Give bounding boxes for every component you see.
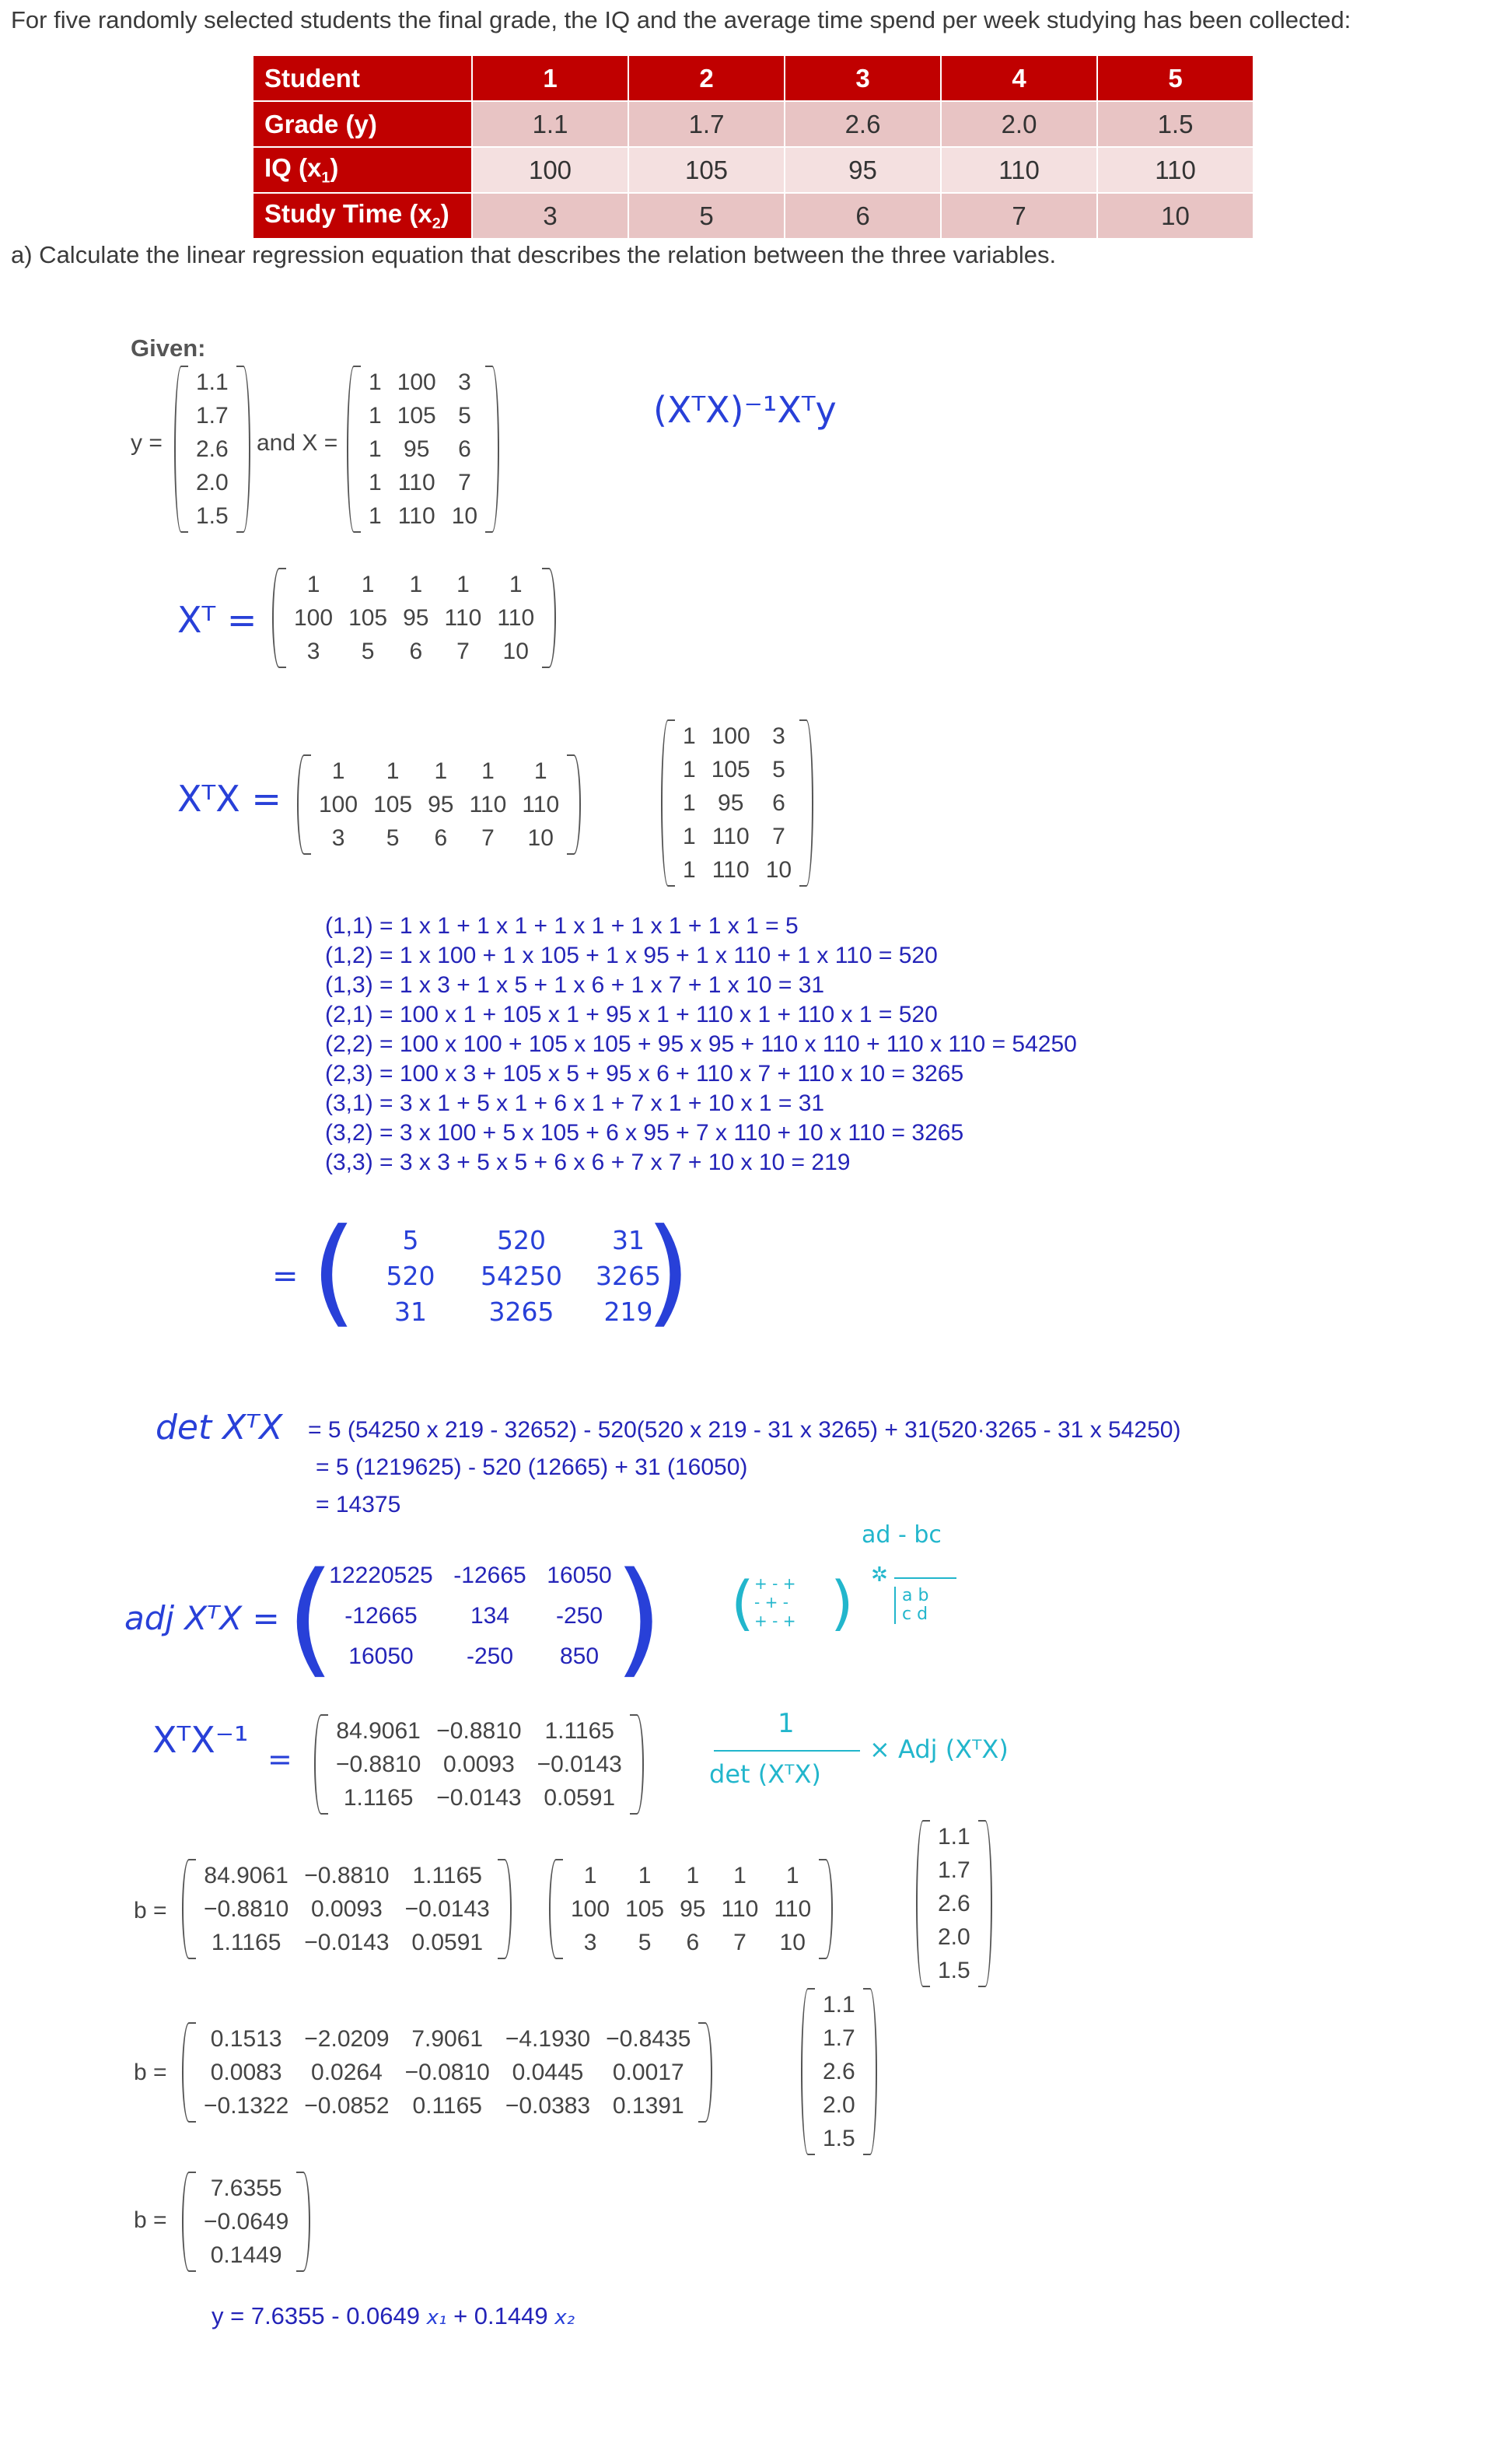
product-line: (2,3) = 100 x 3 + 105 x 5 + 95 x 6 + 110 x 7 + 110 x 10 = 3265 <box>325 1061 964 1087</box>
grade-cell: 2.0 <box>941 101 1097 147</box>
det-line-2: = 5 (1219625) - 520 (12665) + 31 (16050) <box>316 1454 748 1480</box>
matrix-cell: 2.6 <box>196 436 229 462</box>
b-y-vector-2 <box>801 1988 877 2155</box>
matrix-cell: 6 <box>409 639 423 664</box>
y-vector <box>174 366 250 533</box>
iq-cell: 100 <box>472 147 628 193</box>
inverse-matrix <box>314 1714 644 1815</box>
xtx-hand-cells <box>364 1225 671 1328</box>
student-5: 5 <box>1097 55 1253 101</box>
matrix-cell: 1 <box>434 758 448 784</box>
study-label-sub: 2 <box>432 215 441 233</box>
inv-formula-adj: × Adj (XᵀX) <box>869 1734 1009 1764</box>
matrix-cell: 105 <box>397 403 436 429</box>
matrix-cell: 0.0093 <box>443 1752 515 1777</box>
sign-row: + - + <box>754 1574 796 1593</box>
matrix-cell: −0.0143 <box>404 1896 490 1922</box>
matrix-cell: 134 <box>470 1603 510 1629</box>
det-line-1: = 5 (54250 x 219 - 32652) - 520(520 x 219 - 31 x 3265) + 31(520·3265 - 31 x 54250) <box>308 1417 1181 1443</box>
matrix-cell: 3 <box>331 825 345 851</box>
xt-matrix-2 <box>297 754 581 855</box>
product-line: (1,1) = 1 x 1 + 1 x 1 + 1 x 1 + 1 x 1 + 1 x 1 = 5 <box>325 913 799 939</box>
study-cell: 7 <box>941 193 1097 239</box>
iq-label-sub: 1 <box>321 169 330 187</box>
matrix-cell: 84.9061 <box>336 1718 421 1744</box>
matrix-cell: −0.0852 <box>304 2093 390 2119</box>
sign-matrix <box>754 1574 795 1630</box>
question-a: a) Calculate the linear regression equation that describes the relation between the three variables. <box>11 241 1057 268</box>
matrix-cell: 1 <box>386 758 400 784</box>
right-paren <box>567 754 581 855</box>
adj-label: adj XᵀX = <box>124 1599 280 1637</box>
matrix-cell: 110 <box>444 605 482 631</box>
matrix-cell: 105 <box>348 605 388 631</box>
matrix-cell: 110 <box>712 857 750 883</box>
sign-row: + - + <box>754 1612 796 1630</box>
xt-matrix-2-cells <box>311 754 567 855</box>
matrix-cell: 0.0591 <box>411 1930 484 1955</box>
right-paren <box>542 568 556 668</box>
matrix-cell: 6 <box>686 1930 700 1955</box>
matrix-cell: −0.8810 <box>304 1863 390 1888</box>
matrix-cell: 100 <box>319 792 358 817</box>
right-paren <box>236 366 250 533</box>
row-header-student: Student <box>253 55 472 101</box>
left-paren <box>182 2172 196 2272</box>
matrix-cell: 100 <box>711 723 750 749</box>
matrix-cell: 1 <box>686 1863 700 1888</box>
matrix-cell: 31 <box>394 1297 427 1327</box>
b-y-cells <box>930 1820 978 1987</box>
abcd-row-2: c d <box>902 1605 928 1624</box>
equals-sign: = <box>267 1742 292 1776</box>
inv-label: XᵀX⁻¹ <box>152 1719 249 1761</box>
matrix-cell: −0.0143 <box>304 1930 390 1955</box>
y-vector-cells <box>188 366 236 533</box>
matrix-cell: 3 <box>583 1930 597 1955</box>
formula-handwritten: (XᵀX)⁻¹Xᵀy <box>653 389 837 431</box>
b-y-vector <box>916 1820 992 1987</box>
b-xt-cells <box>563 1859 819 1959</box>
matrix-cell: −0.0649 <box>204 2209 289 2235</box>
matrix-cell: 54250 <box>481 1261 562 1291</box>
left-paren <box>272 568 286 668</box>
matrix-cell: 1 <box>733 1863 746 1888</box>
matrix-cell: 1 <box>785 1863 799 1888</box>
right-paren <box>630 1714 644 1815</box>
b-y-2-cells <box>815 1988 863 2155</box>
left-paren <box>182 2022 196 2123</box>
matrix-cell: 1 <box>409 572 423 597</box>
matrix-cell: 0.1391 <box>612 2093 684 2119</box>
product-line: (2,2) = 100 x 100 + 105 x 105 + 95 x 95 + 110 x 110 + 110 x 110 = 54250 <box>325 1031 1077 1057</box>
study-cell: 10 <box>1097 193 1253 239</box>
inv-formula-numerator: 1 <box>778 1708 795 1739</box>
matrix-cell: −0.1322 <box>204 2093 289 2119</box>
matrix-cell: 2.6 <box>938 1891 970 1916</box>
row-header-grade: Grade (y) <box>253 101 472 147</box>
final-equation-x1: x₁ <box>426 2306 447 2329</box>
b-label: b = <box>134 1898 167 1923</box>
left-paren <box>916 1820 930 1987</box>
and-x-label: and X = <box>257 430 338 456</box>
matrix-cell: 1.1165 <box>343 1785 414 1811</box>
det-line-3: = 14375 <box>316 1492 401 1517</box>
right-paren <box>819 1859 833 1959</box>
matrix-cell: 1 <box>683 723 696 749</box>
matrix-cell: 7 <box>733 1930 746 1955</box>
x-matrix-cells <box>361 366 485 533</box>
grade-cell: 1.7 <box>628 101 785 147</box>
product-line: (3,2) = 3 x 100 + 5 x 105 + 6 x 95 + 7 x 110 + 10 x 110 = 3265 <box>325 1120 964 1146</box>
matrix-cell: 1.5 <box>823 2126 855 2151</box>
matrix-cell: 10 <box>502 639 529 664</box>
iq-label: IQ (x <box>264 152 322 182</box>
ad-bc-note: ad - bc <box>862 1521 942 1549</box>
adj-right-paren: ) <box>614 1545 663 1690</box>
matrix-cell: 0.1449 <box>210 2242 282 2268</box>
matrix-cell: 520 <box>497 1225 546 1255</box>
iq-cell: 105 <box>628 147 785 193</box>
matrix-cell: −0.0810 <box>404 2060 490 2085</box>
matrix-cell: 1 <box>456 572 470 597</box>
matrix-cell: 3 <box>306 639 320 664</box>
left-paren <box>661 719 675 887</box>
det-label: det XᵀX <box>156 1408 283 1447</box>
right-paren <box>485 366 499 533</box>
right-paren <box>863 1988 877 2155</box>
abcd-row-1: a b <box>902 1586 929 1605</box>
matrix-cell: 5 <box>386 825 400 851</box>
matrix-cell: 100 <box>571 1896 610 1922</box>
matrix-cell: 10 <box>527 825 554 851</box>
matrix-cell: 6 <box>434 825 448 851</box>
matrix-cell: 1 <box>683 790 696 816</box>
matrix-cell: 1 <box>638 1863 652 1888</box>
matrix-cell: 6 <box>772 790 785 816</box>
row-header-study: Study Time $(x_2)$ <box>253 193 472 239</box>
b-product-matrix <box>182 2022 712 2123</box>
matrix-cell: 12220525 <box>329 1563 433 1588</box>
matrix-cell: 7 <box>481 825 495 851</box>
matrix-cell: 0.0017 <box>612 2060 684 2085</box>
matrix-cell: 110 <box>522 792 560 817</box>
b-label: b = <box>134 2207 167 2233</box>
matrix-cell: −0.8435 <box>606 2026 691 2052</box>
table-row-iq <box>253 147 1253 193</box>
matrix-cell: 110 <box>774 1896 812 1922</box>
matrix-cell: 95 <box>718 790 744 816</box>
b-inverse-cells <box>196 1859 498 1959</box>
intro-text: For five randomly selected students the final grade, the IQ and the average time spend per week studying has been collected: <box>11 6 1351 33</box>
matrix-cell: 1.1165 <box>211 1930 281 1955</box>
product-line: (1,2) = 1 x 100 + 1 x 105 + 1 x 95 + 1 x 110 + 1 x 110 = 520 <box>325 943 938 968</box>
y-label: y = <box>131 430 163 456</box>
xtx-label: XᵀX = <box>177 778 281 820</box>
matrix-cell: −0.8810 <box>204 1896 289 1922</box>
iq-cell: 110 <box>1097 147 1253 193</box>
matrix-cell: 16050 <box>348 1643 414 1669</box>
b-inverse-matrix <box>182 1859 512 1959</box>
matrix-cell: 1 <box>481 758 495 784</box>
grade-cell: 2.6 <box>785 101 941 147</box>
star-mark: ✲ <box>871 1563 888 1587</box>
product-line: (1,3) = 1 x 3 + 1 x 5 + 1 x 6 + 1 x 7 + 1 x 10 = 31 <box>325 972 825 998</box>
matrix-cell: 1 <box>331 758 345 784</box>
x-matrix-2 <box>661 719 813 887</box>
table-row-study <box>253 193 1253 239</box>
matrix-cell: 1 <box>533 758 547 784</box>
matrix-cell: 520 <box>386 1261 435 1291</box>
matrix-cell: 0.0093 <box>311 1896 383 1922</box>
sign-matrix-right-paren: ) <box>830 1568 854 1637</box>
matrix-cell: 105 <box>625 1896 665 1922</box>
matrix-cell: 2.6 <box>823 2059 855 2084</box>
matrix-cell: 0.1513 <box>210 2026 282 2052</box>
matrix-cell: 1 <box>369 470 382 495</box>
matrix-cell: −0.0143 <box>537 1752 622 1777</box>
matrix-cell: 16050 <box>547 1563 612 1588</box>
ad-bc-underline <box>894 1577 956 1579</box>
grade-cell: 1.5 <box>1097 101 1253 147</box>
adj-matrix-cells <box>319 1562 622 1671</box>
matrix-cell: 110 <box>397 503 435 529</box>
matrix-cell: 1 <box>369 436 382 462</box>
matrix-cell: 1 <box>683 824 696 849</box>
matrix-cell: −4.1930 <box>505 2026 591 2052</box>
grade-cell: 1.1 <box>472 101 628 147</box>
matrix-cell: 5 <box>402 1225 419 1255</box>
matrix-cell: 1.5 <box>938 1958 970 1983</box>
matrix-cell: 1.1 <box>938 1824 970 1850</box>
matrix-cell: 110 <box>712 824 750 849</box>
matrix-cell: -250 <box>466 1643 514 1669</box>
right-paren <box>978 1820 992 1987</box>
matrix-cell: 1.1165 <box>412 1863 482 1888</box>
right-paren <box>296 2172 310 2272</box>
matrix-cell: 1.1 <box>196 369 229 395</box>
matrix-cell: 3 <box>458 369 471 395</box>
products-list <box>325 912 1077 1178</box>
right-paren <box>698 2022 712 2123</box>
left-paren <box>549 1859 563 1959</box>
matrix-cell: 105 <box>373 792 413 817</box>
matrix-cell: 5 <box>458 403 471 429</box>
matrix-cell: 7.9061 <box>411 2026 484 2052</box>
xt-matrix <box>272 568 556 668</box>
row-header-iq: IQ $(x_1)$ <box>253 147 472 193</box>
left-paren <box>297 754 311 855</box>
matrix-cell: 10 <box>451 503 478 529</box>
matrix-cell: 1 <box>369 369 382 395</box>
matrix-cell: 100 <box>397 369 436 395</box>
data-table <box>252 54 1254 240</box>
x-matrix <box>347 366 499 533</box>
matrix-cell: 219 <box>603 1297 653 1327</box>
matrix-cell: 0.0264 <box>311 2060 383 2085</box>
matrix-cell: 1 <box>369 403 382 429</box>
matrix-cell: 110 <box>721 1896 759 1922</box>
adj-left-paren: ( <box>286 1545 335 1690</box>
x-matrix-2-cells <box>675 719 799 887</box>
abcd-note <box>894 1587 928 1624</box>
matrix-cell: 2.0 <box>938 1924 970 1950</box>
student-1: 1 <box>472 55 628 101</box>
matrix-cell: 7 <box>772 824 785 849</box>
product-line: (2,1) = 100 x 1 + 105 x 1 + 95 x 1 + 110 x 1 + 110 x 1 = 520 <box>325 1002 938 1027</box>
matrix-cell: -12665 <box>453 1563 526 1588</box>
study-cell: 5 <box>628 193 785 239</box>
right-paren-hand: ) <box>645 1204 691 1339</box>
b-product-cells <box>196 2022 698 2123</box>
left-paren <box>314 1714 328 1815</box>
right-paren <box>498 1859 512 1959</box>
iq-cell: 95 <box>785 147 941 193</box>
left-paren <box>347 366 361 533</box>
matrix-cell: 1 <box>509 572 523 597</box>
b-result-cells <box>196 2172 296 2272</box>
matrix-cell: 5 <box>638 1930 652 1955</box>
product-line: (3,1) = 3 x 1 + 5 x 1 + 6 x 1 + 7 x 1 + 10 x 1 = 31 <box>325 1090 825 1116</box>
matrix-cell: 110 <box>397 470 435 495</box>
matrix-cell: 0.0591 <box>544 1785 616 1811</box>
study-cell: 3 <box>472 193 628 239</box>
matrix-cell: 1 <box>369 503 382 529</box>
final-equation-part-a: y = 7.6355 - 0.0649 <box>212 2302 421 2329</box>
matrix-cell: 0.1165 <box>412 2093 482 2119</box>
matrix-cell: 105 <box>711 757 750 782</box>
matrix-cell: 1.1 <box>823 1992 855 2018</box>
equals-sign: = <box>272 1258 299 1294</box>
iq-cell: 110 <box>941 147 1097 193</box>
matrix-cell: −0.8810 <box>336 1752 421 1777</box>
matrix-cell: 10 <box>779 1930 806 1955</box>
matrix-cell: 1 <box>306 572 320 597</box>
matrix-cell: 1.1165 <box>544 1718 614 1744</box>
table-row-grade <box>253 101 1253 147</box>
matrix-cell: −0.0143 <box>436 1785 522 1811</box>
table-header-row <box>253 55 1253 101</box>
study-label: Study Time (x <box>264 198 432 228</box>
matrix-cell: 1.7 <box>938 1857 970 1883</box>
xt-label: Xᵀ = <box>177 599 257 641</box>
right-paren <box>799 719 813 887</box>
given-label: Given: <box>131 334 206 362</box>
inv-formula-denominator: det (XᵀX) <box>709 1759 821 1789</box>
fraction-line <box>714 1750 860 1752</box>
left-paren <box>174 366 188 533</box>
matrix-cell: 110 <box>469 792 507 817</box>
b-xt-matrix <box>549 1859 833 1959</box>
matrix-cell: 3265 <box>488 1297 554 1327</box>
sign-matrix-left-paren: ( <box>731 1568 754 1637</box>
matrix-cell: 95 <box>680 1896 706 1922</box>
matrix-cell: 95 <box>404 436 430 462</box>
matrix-cell: 2.0 <box>196 470 229 495</box>
final-equation-x2: x₂ <box>554 2306 575 2329</box>
matrix-cell: 1.7 <box>196 403 229 429</box>
matrix-cell: 3265 <box>596 1261 661 1291</box>
matrix-cell: 6 <box>458 436 471 462</box>
student-4: 4 <box>941 55 1097 101</box>
matrix-cell: 110 <box>497 605 535 631</box>
matrix-cell: −0.0383 <box>505 2093 591 2119</box>
final-equation <box>212 2302 575 2330</box>
sign-row: - + - <box>754 1593 788 1612</box>
matrix-cell: 1.5 <box>196 503 229 529</box>
matrix-cell: 1 <box>361 572 375 597</box>
matrix-cell: 95 <box>428 792 454 817</box>
study-cell: 6 <box>785 193 941 239</box>
matrix-cell: 10 <box>765 857 792 883</box>
matrix-cell: 1 <box>683 757 696 782</box>
matrix-cell: 31 <box>612 1225 645 1255</box>
inverse-matrix-cells <box>328 1714 630 1815</box>
matrix-cell: 0.0083 <box>210 2060 282 2085</box>
matrix-cell: 3 <box>772 723 785 749</box>
matrix-cell: 0.0445 <box>512 2060 584 2085</box>
matrix-cell: 2.0 <box>823 2092 855 2118</box>
student-2: 2 <box>628 55 785 101</box>
matrix-cell: 7 <box>458 470 471 495</box>
matrix-cell: -250 <box>555 1603 603 1629</box>
matrix-cell: −0.8810 <box>436 1718 522 1744</box>
left-paren <box>801 1988 815 2155</box>
matrix-cell: 1 <box>683 857 696 883</box>
matrix-cell: 5 <box>772 757 785 782</box>
xt-matrix-cells <box>286 568 542 668</box>
b-result-vector <box>182 2172 310 2272</box>
left-paren <box>182 1859 196 1959</box>
b-label: b = <box>134 2060 167 2085</box>
product-line: (3,3) = 3 x 3 + 5 x 5 + 6 x 6 + 7 x 7 + 10 x 10 = 219 <box>325 1150 851 1175</box>
final-equation-part-b: + 0.1449 <box>453 2302 548 2329</box>
matrix-cell: 1 <box>583 1863 597 1888</box>
matrix-cell: 84.9061 <box>204 1863 288 1888</box>
left-paren-hand: ( <box>311 1204 357 1339</box>
matrix-cell: -12665 <box>344 1603 418 1629</box>
matrix-cell: 7.6355 <box>210 2175 282 2201</box>
matrix-cell: 5 <box>361 639 375 664</box>
matrix-cell: 850 <box>559 1643 600 1669</box>
matrix-cell: 100 <box>294 605 334 631</box>
student-3: 3 <box>785 55 941 101</box>
matrix-cell: 7 <box>456 639 470 664</box>
matrix-cell: 1.7 <box>823 2025 855 2051</box>
matrix-cell: −2.0209 <box>304 2026 390 2052</box>
matrix-cell: 95 <box>403 605 429 631</box>
